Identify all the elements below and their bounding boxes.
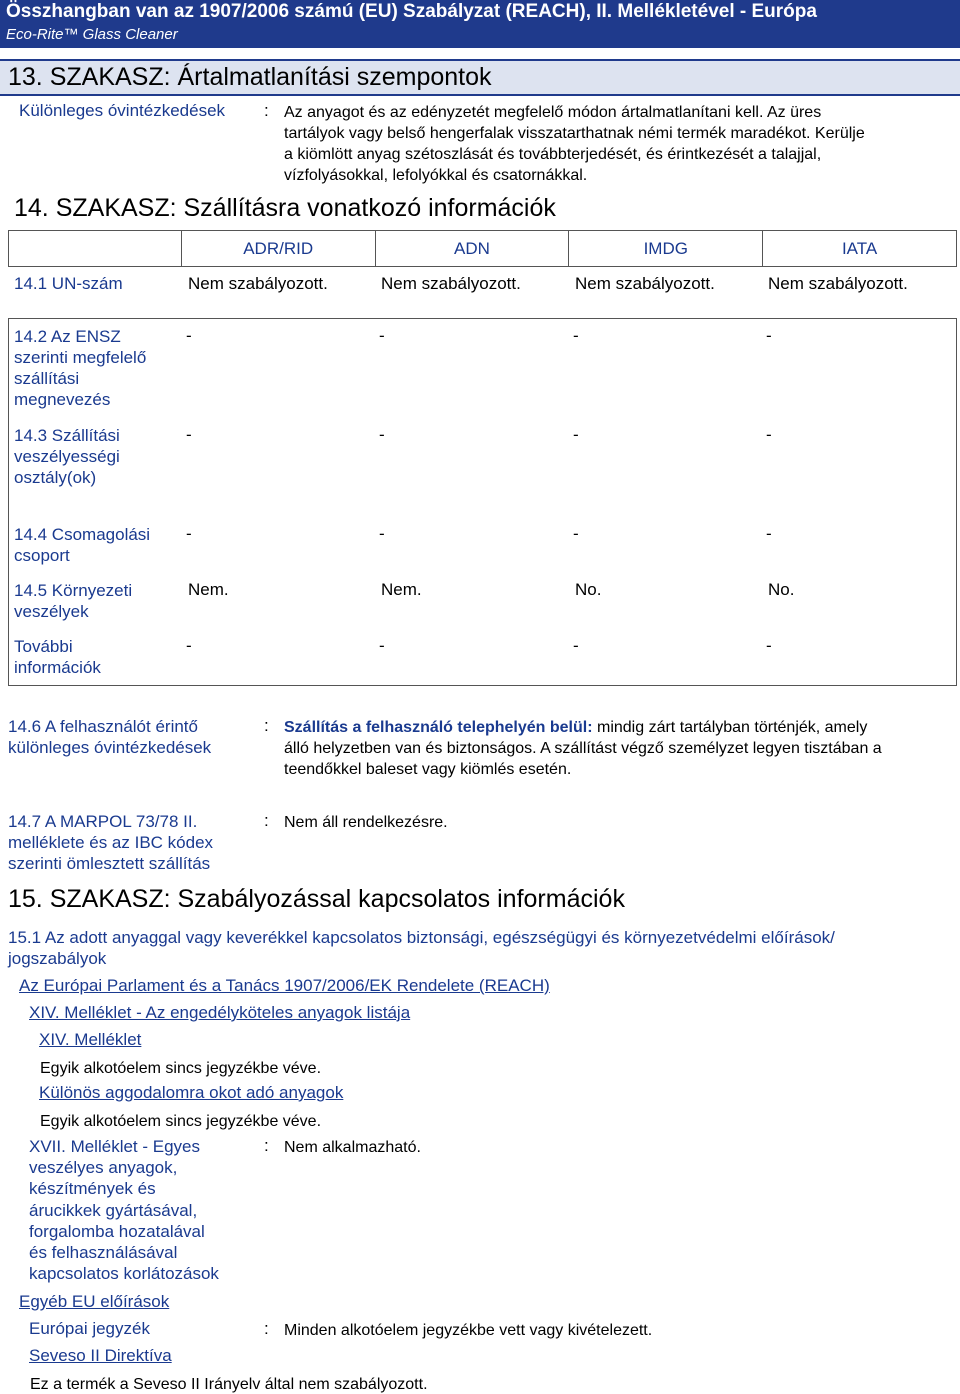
un-number-label: 14.1 UN-szám bbox=[14, 274, 123, 293]
s13-line-1: Az anyagot és az edényzetét megfelelő módon ártalmatlanítani kell. Az üres bbox=[284, 104, 822, 121]
s13-line-3: a kiömlött anyag szétoszlását és továbbterjedését, és érintkezését a talajjal, bbox=[284, 146, 822, 163]
label-line: szerinti megfelelő bbox=[14, 348, 147, 367]
annex14-subheading: XIV. Melléklet bbox=[39, 1030, 142, 1049]
row-14-4-label bbox=[14, 524, 150, 566]
un-adn: Nem szabályozott. bbox=[381, 274, 521, 293]
regulation-title: Összhangban van az 1907/2006 számú (EU) Szabályzat (REACH), II. Mellékletével - Európa bbox=[6, 1, 817, 22]
row-14-5-adn: Nem. bbox=[381, 580, 422, 599]
transport-table-header bbox=[8, 230, 957, 267]
transport-details-box bbox=[8, 318, 957, 686]
annex17-value: Nem alkalmazható. bbox=[284, 1139, 421, 1156]
seveso-text: Ez a termék a Seveso II Irányelv által nem szabályozott. bbox=[30, 1376, 428, 1393]
corner-cell bbox=[9, 231, 182, 267]
other-eu-heading: Egyéb EU előírások bbox=[19, 1292, 170, 1311]
un-imdg: Nem szabályozott. bbox=[575, 274, 715, 293]
label-line: 14.2 Az ENSZ bbox=[14, 327, 121, 346]
label-line: és felhasználásával bbox=[29, 1243, 178, 1263]
row-14-3-iata: - bbox=[766, 425, 772, 444]
s13-label: Különleges óvintézkedések bbox=[19, 101, 226, 120]
annex14-heading: XIV. Melléklet - Az engedélyköteles anyagok listája bbox=[29, 1003, 411, 1022]
s146-colon: : bbox=[264, 716, 269, 735]
label-line: kapcsolatos korlátozások bbox=[29, 1264, 219, 1284]
eu-inventory-colon: : bbox=[264, 1319, 269, 1338]
label-line: XVII. Melléklet - Egyes bbox=[29, 1137, 201, 1156]
section-15-title: 15. SZAKASZ: Szabályozással kapcsolatos információk bbox=[8, 885, 625, 913]
row-14-2-adn: - bbox=[379, 326, 385, 345]
row-further-adn: - bbox=[379, 636, 385, 655]
section-13-title: 13. SZAKASZ: Ártalmatlanítási szempontok bbox=[8, 63, 492, 91]
annex17-label bbox=[29, 1136, 219, 1284]
label-line: 14.4 Csomagolási bbox=[14, 525, 151, 544]
row-14-5-imdg: No. bbox=[575, 580, 602, 599]
row-14-2-imdg: - bbox=[573, 326, 579, 345]
document-header bbox=[0, 0, 960, 48]
row-14-4-imdg: - bbox=[573, 524, 579, 543]
section-14-title: 14. SZAKASZ: Szállításra vonatkozó információk bbox=[14, 194, 556, 222]
row-14-4-adr: - bbox=[186, 524, 192, 543]
row-further-imdg: - bbox=[573, 636, 579, 655]
un-iata: Nem szabályozott. bbox=[768, 274, 908, 293]
row-14-4-adn: - bbox=[379, 524, 385, 543]
label-line: szerinti ömlesztett szállítás bbox=[8, 854, 211, 873]
label-line: különleges óvintézkedések bbox=[8, 738, 212, 757]
eu-inventory-label: Európai jegyzék bbox=[29, 1319, 150, 1338]
label-line: veszélyes anyagok, bbox=[29, 1158, 178, 1178]
label-line: forgalomba hozatalával bbox=[29, 1221, 205, 1241]
section-13-header bbox=[0, 59, 960, 96]
row-14-3-adn: - bbox=[379, 425, 385, 444]
heading-line: jogszabályok bbox=[8, 949, 107, 968]
row-14-4-iata: - bbox=[766, 524, 772, 543]
eu-regulation-heading: Az Európai Parlament és a Tanács 1907/2006/EK Rendelete (REACH) bbox=[19, 976, 550, 995]
s146-bold: Szállítás a felhasználó telephelyén belül: bbox=[284, 719, 593, 736]
label-line: 14.6 A felhasználót érintő bbox=[8, 717, 198, 736]
col-imdg: IMDG bbox=[569, 231, 763, 267]
row-further-info-label bbox=[14, 636, 101, 678]
s146-line-2: álló helyzetben van és biztonságos. A szállítást végző személyzet legyen tisztában a bbox=[284, 740, 882, 757]
row-further-adr: - bbox=[186, 636, 192, 655]
s146-line-1-rest: mindig zárt tartályban történjék, amely bbox=[592, 719, 868, 736]
label-line: csoport bbox=[14, 546, 70, 565]
svhc-text: Egyik alkotóelem sincs jegyzékbe véve. bbox=[40, 1113, 322, 1130]
label-line: veszélyességi bbox=[14, 447, 120, 466]
col-iata: IATA bbox=[763, 231, 957, 267]
svhc-heading: Különös aggodalomra okot adó anyagok bbox=[39, 1083, 344, 1102]
row-14-5-adr: Nem. bbox=[188, 580, 229, 599]
s13-colon: : bbox=[264, 101, 269, 120]
col-adn: ADN bbox=[375, 231, 569, 267]
label-line: 14.3 Szállítási bbox=[14, 426, 120, 445]
s146-label bbox=[8, 716, 211, 758]
label-line: melléklete és az IBC kódex bbox=[8, 833, 214, 852]
label-line: információk bbox=[14, 658, 101, 677]
s13-line-4: vízfolyásokkal, lefolyókkal és csatornákkal. bbox=[284, 167, 588, 184]
row-further-iata: - bbox=[766, 636, 772, 655]
label-line: árucikkek gyártásával, bbox=[29, 1200, 198, 1220]
s13-line-2: tartályok vagy belső hengerfalak visszatarthatnak némi termék maradékot. Kerülje bbox=[284, 125, 865, 142]
annex14-text: Egyik alkotóelem sincs jegyzékbe véve. bbox=[40, 1060, 322, 1077]
label-line: osztály(ok) bbox=[14, 468, 97, 487]
row-14-2-iata: - bbox=[766, 326, 772, 345]
un-adr: Nem szabályozott. bbox=[188, 274, 328, 293]
label-line: 14.7 A MARPOL 73/78 II. bbox=[8, 812, 198, 831]
label-line: megnevezés bbox=[14, 390, 111, 409]
s151-heading bbox=[8, 927, 835, 969]
label-line: szállítási bbox=[14, 369, 80, 388]
s147-value: Nem áll rendelkezésre. bbox=[284, 814, 448, 831]
s146-line-1 bbox=[284, 717, 867, 738]
col-adr-rid: ADR/RID bbox=[181, 231, 375, 267]
annex17-colon: : bbox=[264, 1136, 269, 1155]
row-14-3-label bbox=[14, 425, 120, 488]
s147-label bbox=[8, 811, 213, 874]
row-14-5-iata: No. bbox=[768, 580, 795, 599]
s146-line-3: teendőkkel baleset vagy kiömlés esetén. bbox=[284, 761, 572, 778]
label-line: További bbox=[14, 637, 73, 656]
label-line: veszélyek bbox=[14, 602, 89, 621]
s147-colon: : bbox=[264, 811, 269, 830]
row-14-5-label bbox=[14, 580, 132, 622]
row-14-2-adr: - bbox=[186, 326, 192, 345]
row-14-2-label bbox=[14, 326, 146, 410]
row-14-3-imdg: - bbox=[573, 425, 579, 444]
label-line: 14.5 Környezeti bbox=[14, 581, 133, 600]
seveso-heading: Seveso II Direktíva bbox=[29, 1346, 172, 1365]
eu-inventory-value: Minden alkotóelem jegyzékbe vett vagy kivételezett. bbox=[284, 1322, 653, 1339]
heading-line: 15.1 Az adott anyaggal vagy keverékkel kapcsolatos biztonsági, egészségügyi és környezetvédelmi előírások/ bbox=[8, 928, 835, 947]
product-name: Eco-Rite™ Glass Cleaner bbox=[6, 26, 178, 43]
label-line: készítmények és bbox=[29, 1179, 156, 1199]
row-14-3-adr: - bbox=[186, 425, 192, 444]
